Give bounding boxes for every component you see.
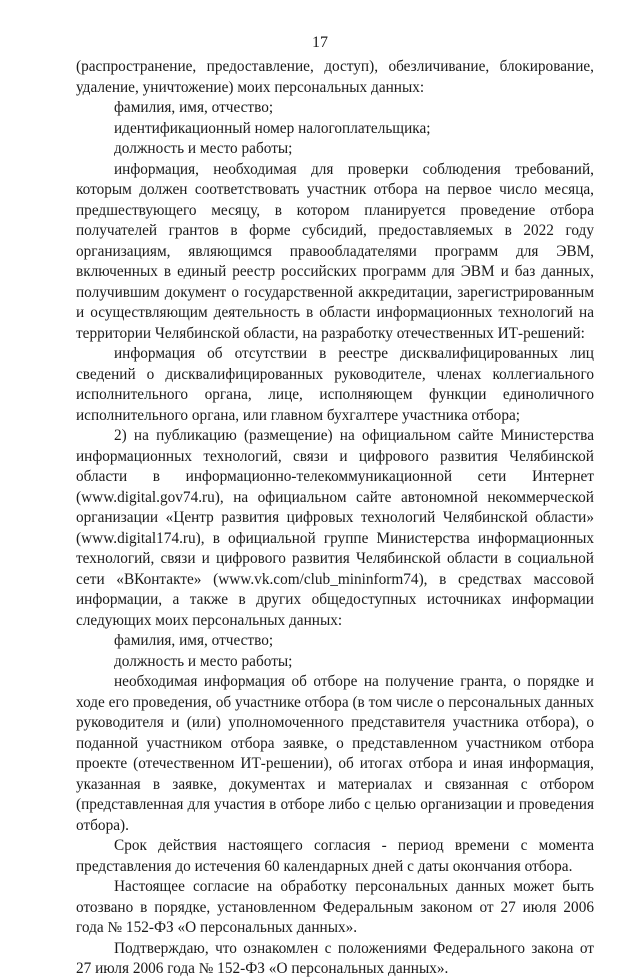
- paragraph-continuation: (распространение, предоставление, доступ), обезличивание, блокирование, удаление, уничтожение) моих персональных данных:: [76, 58, 594, 96]
- paragraph-selection-info: необходимая информация об отборе на получение гранта, о порядке и ходе его проведения, об участнике отбора (в том числе о персональных данных руководителя и (или) уполномоченного представителя участника отбора), о поданной участником отбора заявке, о представленном участником отбора проекте (отечественном ИТ-решении), об итогах отбора и иная информация, указанная в заявке, документах и материалах и связанная с отбором (представленная для участия в отборе либо с целью организации и проведения отбора).: [76, 673, 594, 834]
- list-item: фамилия, имя, отчество;: [114, 632, 274, 649]
- paragraph-publication-consent: 2) на публикацию (размещение) на официальном сайте Министерства информационных технологий, связи и цифрового развития Челябинской области в информационно-телекоммуникационной сети Интернет (www.digital.gov74.ru), на официальном сайте автономной некоммерческой организации «Центр развития цифровых технологий Челябинской области» (www.digital174.ru), в официальной группе Министерства информационных технологий, связи и цифрового развития Челябинской области в социальной сети «ВКонтакте» (www.vk.com/club_mininform74), в средствах массовой информации, а также в других общедоступных источниках информации следующих моих персональных данных:: [76, 427, 594, 629]
- paragraph-disqualification-info: информация об отсутствии в реестре дисквалифицированных лиц сведений о дисквалифицированных руководителе, членах коллегиального исполнительного органа, лице, исполняющем функции единоличного исполнительного органа, или главном бухгалтере участника отбора;: [76, 345, 594, 424]
- paragraph-acknowledgement: Подтверждаю, что ознакомлен с положениями Федерального закона от 27 июля 2006 года № 152-ФЗ «О персональных данных».: [76, 939, 594, 977]
- list-item: фамилия, имя, отчество;: [114, 99, 274, 116]
- list-item: должность и место работы;: [114, 652, 293, 670]
- paragraph-required-information: информация, необходимая для проверки соблюдения требований, которым должен соответствовать участник отбора на первое число месяца, предшествующего месяцу, в котором планируется проведение отбора получателей грантов в форме субсидий, предоставляемых в 2022 году организациям, являющимся правообладателями программ для ЭВМ, включенных в единый реестр российских программ для ЭВМ и баз данных, получившим документ о государственной аккредитации, зарегистрированным и осуществляющим деятельность в области информационных технологий на территории Челябинской области, на разработку отечественных ИТ-решений:: [76, 160, 594, 342]
- page-number: 17: [312, 34, 328, 51]
- paragraph-consent-revocation: Настоящее согласие на обработку персональных данных может быть отозвано в порядке, установленном Федеральным законом от 27 июля 2006 года № 152-ФЗ «О персональных данных».: [76, 878, 594, 936]
- document-body: [76, 57, 594, 980]
- paragraph-consent-term: Срок действия настоящего согласия - период времени с момента представления до истечения 60 календарных дней с даты окончания отбора.: [76, 837, 594, 875]
- list-item: идентификационный номер налогоплательщика;: [114, 119, 431, 137]
- list-item: должность и место работы;: [114, 140, 293, 157]
